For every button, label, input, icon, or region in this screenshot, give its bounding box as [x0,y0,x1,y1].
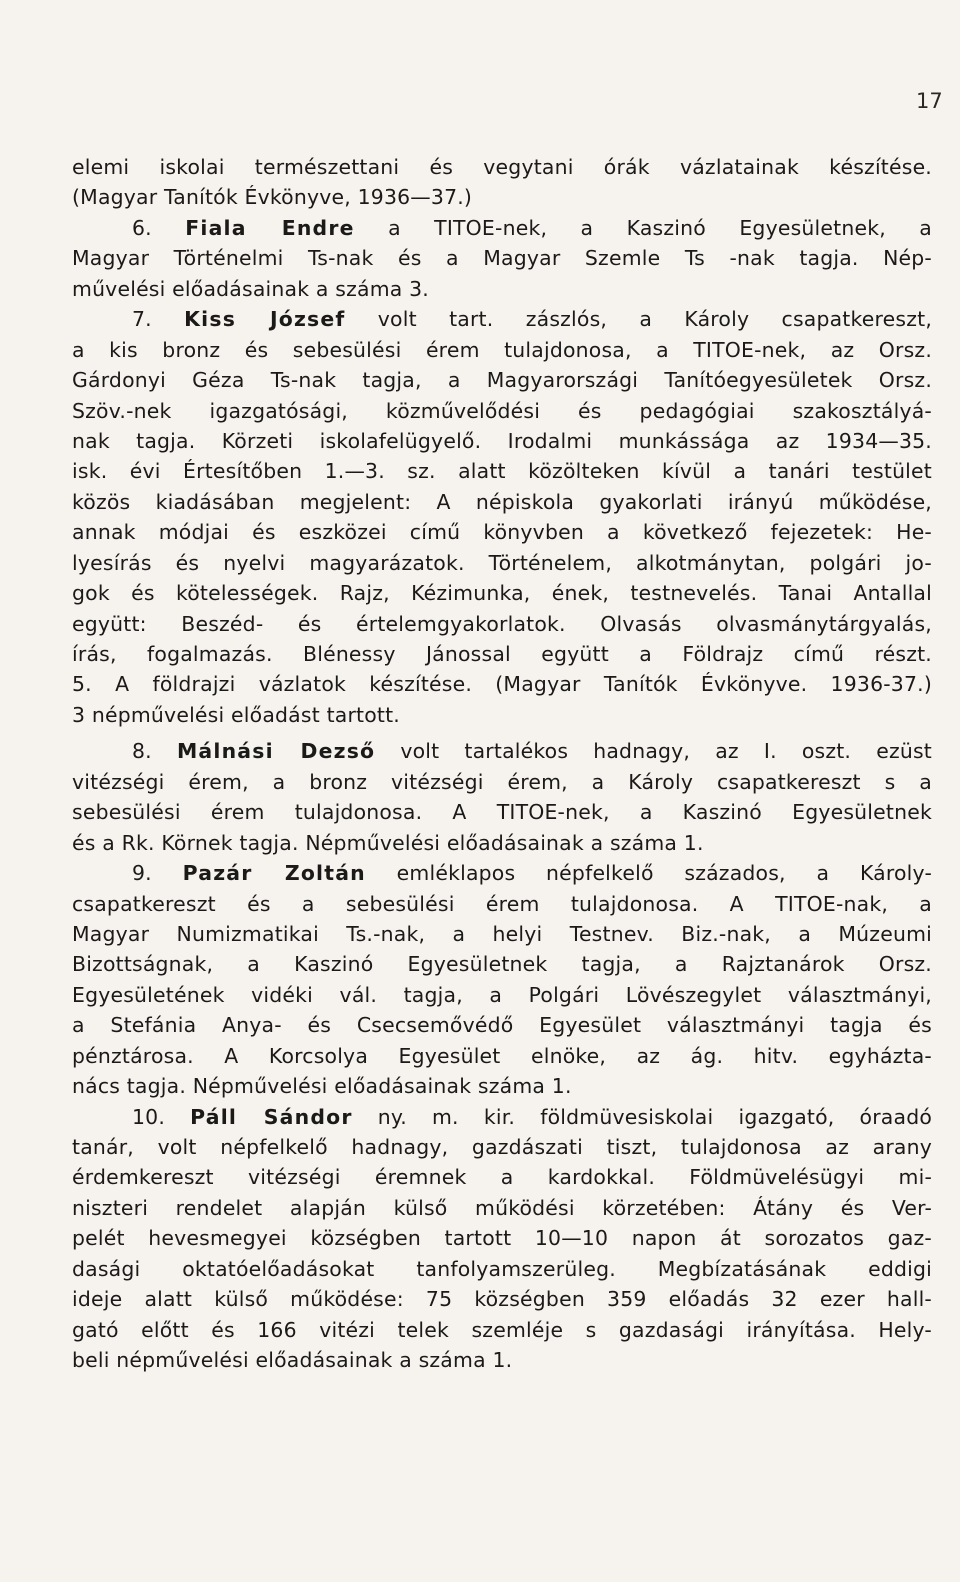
text-line: 5. A földrajzi vázlatok készítése. (Magyar Tanítók Évkönyve. 1936-37.) [72,672,932,697]
text-span: volt tart. zászlós, a Károly csapatkereszt, [377,307,932,332]
entry-line [72,858,932,888]
text-line: niszteri rendelet alapján külső működési körzetében: Átány és Ver- [72,1195,932,1220]
text-block [72,152,932,1376]
text-span: a TITOE-nek, a Kaszinó Egyesületnek, a [388,215,932,240]
entry-number: 10. [132,1104,166,1129]
entry-line [72,736,932,766]
text-line: annak módjai és eszközei című könyvben a következő fejezetek: He- [72,520,932,545]
text-line: nács tagja. Népművelési előadásainak száma 1. [72,1074,572,1099]
text-line: csapatkereszt és a sebesülési érem tulajdonosa. A TITOE-nak, a [72,891,932,916]
entry-number: 8. [132,739,152,764]
page-number: 17 [916,89,943,113]
text-span: ny. m. kir. földmüvesiskolai igazgató, óraadó [377,1104,932,1129]
text-line: tanár, volt népfelkelő hadnagy, gazdászati tiszt, tulajdonosa az arany [72,1135,932,1159]
text-line: és a Rk. Körnek tagja. Népművelési előadásainak a száma 1. [72,830,704,855]
text-line: isk. évi Értesítőben 1.—3. sz. alatt közölteken kívül a tanári testület [72,459,932,484]
person-name: Kiss József [184,307,346,332]
text-line: Szöv.-nek igazgatósági, közművelődési és pedagógiai szakosztályá- [72,398,932,423]
person-name: Fiala Endre [185,215,355,240]
entry-number: 6. [132,215,152,240]
text-line: a kis bronz és sebesülési érem tulajdonosa, a TITOE-nek, az Orsz. [72,337,932,362]
text-line: közös kiadásában megjelent: A népiskola gyakorlati irányú működése, [72,489,932,514]
text-line: gató előtt és 166 vitézi telek szemléje s gazdasági irányítása. Hely- [72,1317,932,1342]
person-name: Málnási Dezső [176,739,376,764]
text-line: Magyar Numizmatikai Ts.-nak, a helyi Testnev. Biz.-nak, a Múzeumi [72,921,932,946]
text-line: elemi iskolai természettani és vegytani órák vázlatainak készítése. [72,155,932,179]
text-line: (Magyar Tanítók Évkönyve, 1936—37.) [72,185,473,210]
text-line: művelési előadásainak a száma 3. [72,276,429,301]
text-line: a Stefánia Anya- és Csecsemővédő Egyesület választmányi tagja és [72,1013,932,1038]
text-line: Bizottságnak, a Kaszinó Egyesületnek tagja, a Rajztanárok Orsz. [72,952,932,977]
text-span: emléklapos népfelkelő százados, a Károly- [396,861,932,886]
text-line: írás, fogalmazás. Blénessy Jánossal együtt a Földrajz című részt. [72,642,932,666]
text-line: vitézségi érem, a bronz vitézségi érem, a Károly csapatkereszt s a [72,769,932,794]
entry-line [72,213,932,243]
text-line: dasági oktatóelőadásokat tanfolyamszerüleg. Megbízatásának eddigi [72,1256,932,1281]
text-line: ideje alatt külső működése: 75 községben 359 előadás 32 ezer hall- [72,1287,932,1312]
text-line: beli népművelési előadásainak a száma 1. [72,1348,513,1373]
text-line: sebesülési érem tulajdonosa. A TITOE-nek, a Kaszinó Egyesületnek [72,800,932,825]
entry-number: 7. [132,307,152,332]
text-line: Magyar Történelmi Ts-nak és a Magyar Szemle Ts -nak tagja. Nép- [72,246,932,271]
text-line: Egyesületének vidéki vál. tagja, a Polgári Lövészegylet választmányi, [72,982,932,1007]
text-span: volt tartalékos hadnagy, az I. oszt. ezüst [400,739,932,764]
text-line: pelét hevesmegyei községben tartott 10—10 napon át sorozatos gaz- [72,1226,932,1251]
text-line: együtt: Beszéd- és értelemgyakorlatok. Olvasás olvasmánytárgyalás, [72,611,932,636]
entry-line [72,304,932,334]
text-line: lyesírás és nyelvi magyarázatok. Történelem, alkotmánytan, polgári jo- [72,550,932,575]
text-line: pénztárosa. A Korcsolya Egyesület elnöke, az ág. hitv. egyházta- [72,1043,932,1068]
entry-line [72,1102,932,1132]
text-line: Gárdonyi Géza Ts-nak tagja, a Magyarországi Tanítóegyesületek Orsz. [72,368,932,393]
text-line: nak tagja. Körzeti iskolafelügyelő. Irodalmi munkássága az 1934—35. [72,428,932,453]
text-line: gok és kötelességek. Rajz, Kézimunka, ének, testnevelés. Tanai Antallal [72,581,932,606]
text-line: érdemkereszt vitézségi éremnek a kardokkal. Földmüvelésügyi mi- [72,1165,932,1190]
person-name: Páll Sándor [190,1104,353,1129]
entry-number: 9. [132,861,152,886]
person-name: Pazár Zoltán [182,861,366,886]
text-line: 3 népművelési előadást tartott. [72,702,400,727]
